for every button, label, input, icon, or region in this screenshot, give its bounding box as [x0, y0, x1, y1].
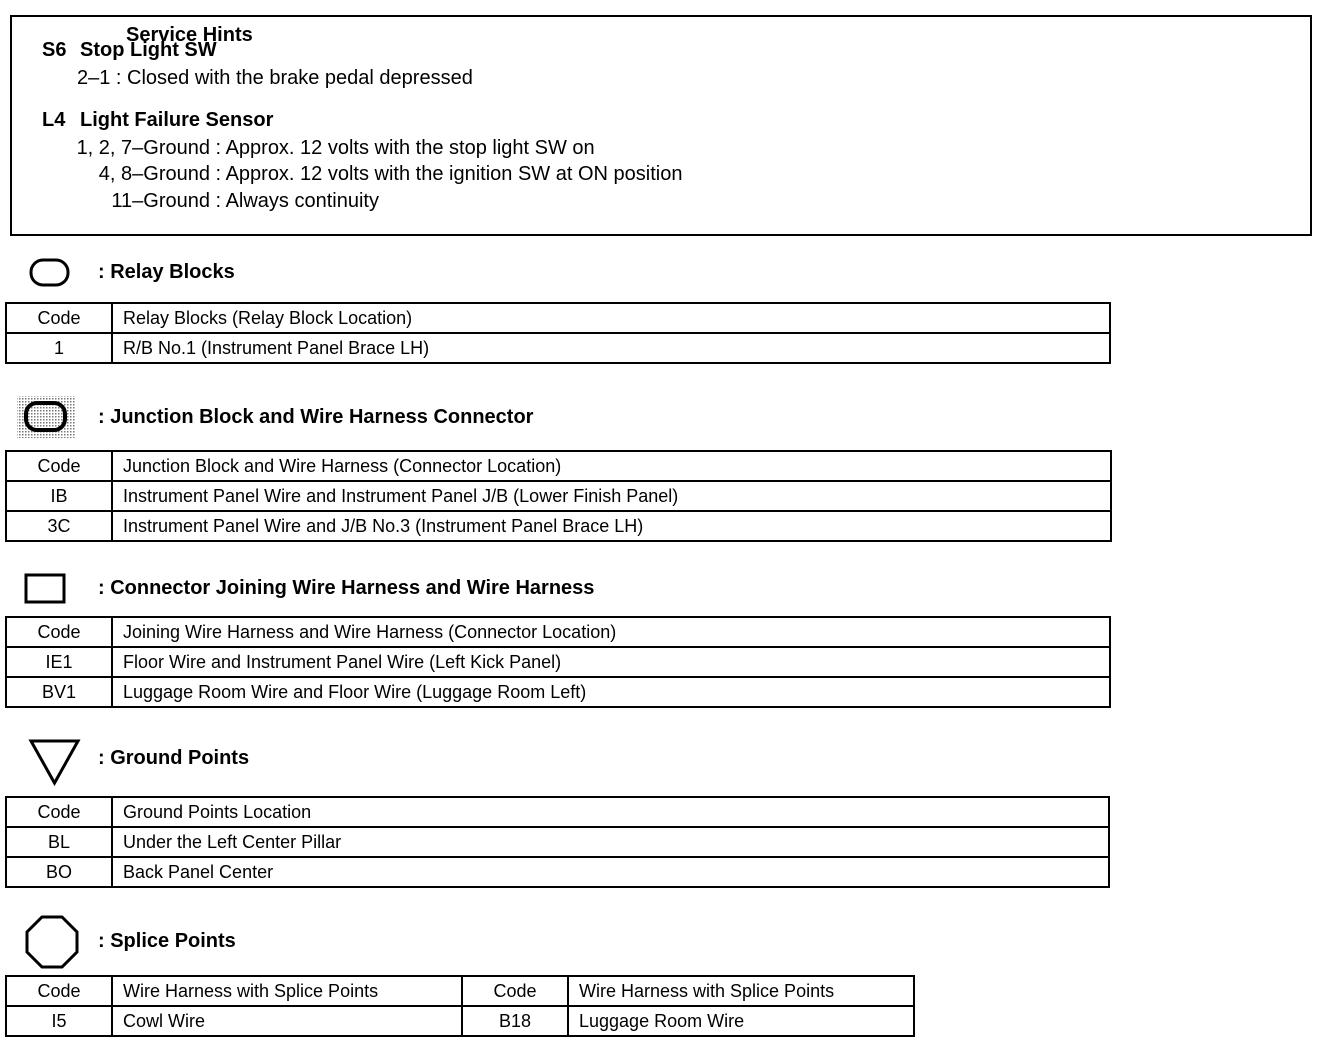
table-row [6, 827, 1109, 857]
column-header: Code [462, 976, 568, 1006]
column-header: Wire Harness with Splice Points [568, 976, 914, 1006]
table-row [6, 857, 1109, 887]
table-row [6, 511, 1111, 541]
table-row [6, 1006, 914, 1036]
table-cell: I5 [6, 1006, 112, 1036]
table-cell: R/B No.1 (Instrument Panel Brace LH) [112, 333, 1110, 363]
table-cell: BV1 [6, 677, 112, 707]
junction-blocks-table [5, 450, 1112, 542]
table-header-row [6, 797, 1109, 827]
table-cell: 3C [6, 511, 112, 541]
hint-component-l4 [42, 108, 273, 132]
column-header: Code [6, 797, 112, 827]
table-row [6, 647, 1110, 677]
table-header-row [6, 451, 1111, 481]
hint-label: 4, 8–Ground [98, 163, 210, 185]
hint-line [54, 162, 682, 186]
table-header-row [6, 976, 914, 1006]
triangle-down-icon [28, 738, 82, 788]
table-cell: B18 [462, 1006, 568, 1036]
ground-points-heading: : Ground Points [98, 747, 250, 769]
table-header-row [6, 303, 1110, 333]
column-header: Ground Points Location [112, 797, 1109, 827]
ground-points-table [5, 796, 1110, 888]
octagon-icon [24, 914, 80, 970]
table-row [6, 481, 1111, 511]
table-cell: IE1 [6, 647, 112, 677]
hint-text: : Approx. 12 volts with the ignition SW at ON position [210, 163, 683, 185]
table-cell: Instrument Panel Wire and J/B No.3 (Instrument Panel Brace LH) [112, 511, 1111, 541]
shaded-rounded-rect-icon [16, 395, 76, 439]
table-cell: Luggage Room Wire and Floor Wire (Luggage Room Left) [112, 677, 1110, 707]
column-header: Code [6, 617, 112, 647]
hint-component-s6 [42, 38, 217, 62]
splice-points-table [5, 975, 915, 1037]
hint-label: 2–1 [77, 67, 111, 89]
column-header: Code [6, 451, 112, 481]
column-header: Code [6, 303, 112, 333]
hint-label: 1, 2, 7–Ground [76, 137, 210, 159]
junction-blocks-heading: : Junction Block and Wire Harness Connector [98, 406, 534, 428]
component-name: Stop Light SW [80, 39, 217, 61]
table-cell: IB [6, 481, 112, 511]
column-header: Junction Block and Wire Harness (Connector Location) [112, 451, 1111, 481]
relay-blocks-heading: : Relay Blocks [98, 261, 235, 283]
hint-label: 11–Ground [111, 190, 210, 212]
column-header: Wire Harness with Splice Points [112, 976, 462, 1006]
component-name: Light Failure Sensor [80, 109, 274, 131]
table-cell: BL [6, 827, 112, 857]
table-cell: Under the Left Center Pillar [112, 827, 1109, 857]
hint-text: : Approx. 12 volts with the stop light SW on [210, 137, 595, 159]
table-row [6, 677, 1110, 707]
table-cell: Floor Wire and Instrument Panel Wire (Left Kick Panel) [112, 647, 1110, 677]
service-hints-title: Service Hints [112, 23, 267, 47]
splice-points-heading: : Splice Points [98, 930, 236, 952]
table-cell: Luggage Room Wire [568, 1006, 914, 1036]
hint-text: : Closed with the brake pedal depressed [110, 67, 473, 89]
rectangle-icon [24, 572, 68, 606]
column-header: Relay Blocks (Relay Block Location) [112, 303, 1110, 333]
hint-line [54, 189, 379, 213]
component-code: S6 [42, 39, 67, 61]
relay-blocks-table [5, 302, 1111, 364]
table-header-row [6, 617, 1110, 647]
hint-text: : Always continuity [210, 190, 379, 212]
table-cell: BO [6, 857, 112, 887]
component-code: L4 [42, 109, 66, 131]
connectors-heading: : Connector Joining Wire Harness and Wire Harness [98, 577, 595, 599]
table-cell: Cowl Wire [112, 1006, 462, 1036]
rounded-rect-icon [28, 256, 72, 290]
table-row [6, 333, 1110, 363]
table-cell: Instrument Panel Wire and Instrument Panel J/B (Lower Finish Panel) [112, 481, 1111, 511]
hint-line [54, 136, 595, 160]
column-header: Joining Wire Harness and Wire Harness (Connector Location) [112, 617, 1110, 647]
hint-line [77, 66, 473, 90]
column-header: Code [6, 976, 112, 1006]
table-cell: 1 [6, 333, 112, 363]
connectors-table [5, 616, 1111, 708]
table-cell: Back Panel Center [112, 857, 1109, 887]
